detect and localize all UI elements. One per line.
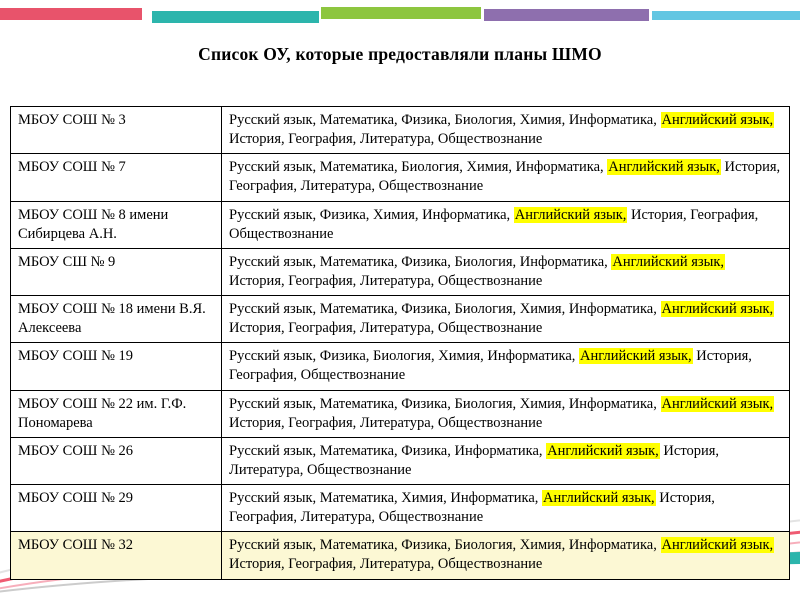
subjects-text: История, Литература, Обществознание: [229, 442, 720, 478]
table-row: [11, 201, 790, 248]
table-row: [11, 248, 790, 295]
subjects-text: Русский язык, Математика, Физика, Биология, Информатика,: [229, 253, 612, 270]
highlighted-subject: Английский язык,: [580, 348, 692, 365]
subjects-text: История, География, Литература, Обществознание: [229, 272, 543, 289]
highlighted-subject: Английский язык,: [612, 253, 725, 270]
highlighted-subject: Английский язык,: [543, 490, 655, 506]
top-accent-bar-green: [321, 7, 481, 19]
top-accent-bar-cyan: [652, 11, 800, 20]
school-name-cell: МБОУ СОШ № 7: [11, 154, 222, 201]
school-name-cell: МБОУ СОШ № 8 имени Сибирцева А.Н.: [11, 201, 222, 248]
school-name-cell: МБОУ СОШ № 26: [11, 437, 222, 484]
subjects-cell: [222, 532, 790, 579]
subjects-text: Русский язык, Математика, Физика, Биология, Химия, Информатика,: [229, 395, 661, 412]
subjects-cell: [222, 107, 790, 154]
school-name-cell: МБОУ СШ № 9: [11, 248, 222, 295]
highlighted-subject: Английский язык,: [547, 442, 659, 459]
subjects-text: Русский язык, Математика, Физика, Биология, Химия, Информатика,: [229, 301, 661, 317]
subjects-cell: [222, 390, 790, 437]
table-row: [11, 343, 790, 390]
schools-table: [10, 106, 790, 580]
subjects-text: История, География, Литература, Обществознание: [229, 320, 543, 337]
highlighted-subject: Английский язык,: [608, 159, 720, 176]
subjects-cell: [222, 296, 790, 343]
table-row: [11, 390, 790, 437]
subjects-text: Русский язык, Математика, Физика, Биология, Химия, Информатика,: [229, 537, 661, 554]
school-name-cell: МБОУ СОШ № 3: [11, 107, 222, 154]
subjects-text: Русский язык, Математика, Биология, Химия, Информатика,: [229, 159, 608, 176]
subjects-cell: [222, 248, 790, 295]
table-row: [11, 107, 790, 154]
highlighted-subject: Английский язык,: [661, 395, 774, 412]
top-accent-bar-purple: [484, 9, 649, 21]
subjects-cell: [222, 437, 790, 484]
subjects-text: История, География, Литература, Обществознание: [229, 556, 543, 573]
subjects-cell: [222, 343, 790, 390]
subjects-text: История, География, Литература, Обществознание: [229, 159, 781, 195]
subjects-text: Русский язык, Математика, Физика, Биология, Химия, Информатика,: [229, 112, 661, 128]
highlighted-subject: Английский язык,: [514, 206, 627, 223]
school-name-cell: МБОУ СОШ № 22 им. Г.Ф. Пономарева: [11, 390, 222, 437]
subjects-text: История, География, Обществознание: [229, 206, 759, 242]
table-row: [11, 485, 790, 532]
table-row: [11, 296, 790, 343]
subjects-text: Русский язык, Физика, Химия, Информатика,: [229, 206, 514, 223]
school-name-cell: МБОУ СОШ № 29: [11, 485, 222, 532]
page-title: Список ОУ, которые предоставляли планы ШМО: [198, 44, 602, 64]
table-row: [11, 532, 790, 579]
subjects-text: История, География, Обществознание: [229, 348, 752, 384]
subjects-text: Русский язык, Математика, Химия, Информатика,: [229, 490, 543, 506]
subjects-text: История, География, Литература, Обществознание: [229, 414, 543, 431]
top-accent-bar-pink: [0, 8, 142, 20]
school-name-cell: МБОУ СОШ № 19: [11, 343, 222, 390]
subjects-text: Русский язык, Математика, Физика, Информатика,: [229, 442, 547, 459]
subjects-text: Русский язык, Физика, Биология, Химия, Информатика,: [229, 348, 580, 365]
top-accent-bar-teal: [152, 11, 319, 23]
subjects-text: История, География, Литература, Обществознание: [229, 490, 715, 526]
school-name-cell: МБОУ СОШ № 18 имени В.Я. Алексеева: [11, 296, 222, 343]
table-row: [11, 437, 790, 484]
highlighted-subject: Английский язык,: [661, 537, 774, 554]
subjects-cell: [222, 154, 790, 201]
school-name-cell: МБОУ СОШ № 32: [11, 532, 222, 579]
highlighted-subject: Английский язык,: [661, 301, 774, 317]
school-table-body: [11, 107, 790, 580]
table-row: [11, 154, 790, 201]
subjects-text: История, География, Литература, Обществознание: [229, 131, 543, 148]
subjects-cell: [222, 201, 790, 248]
highlighted-subject: Английский язык,: [661, 112, 774, 128]
subjects-cell: [222, 485, 790, 532]
